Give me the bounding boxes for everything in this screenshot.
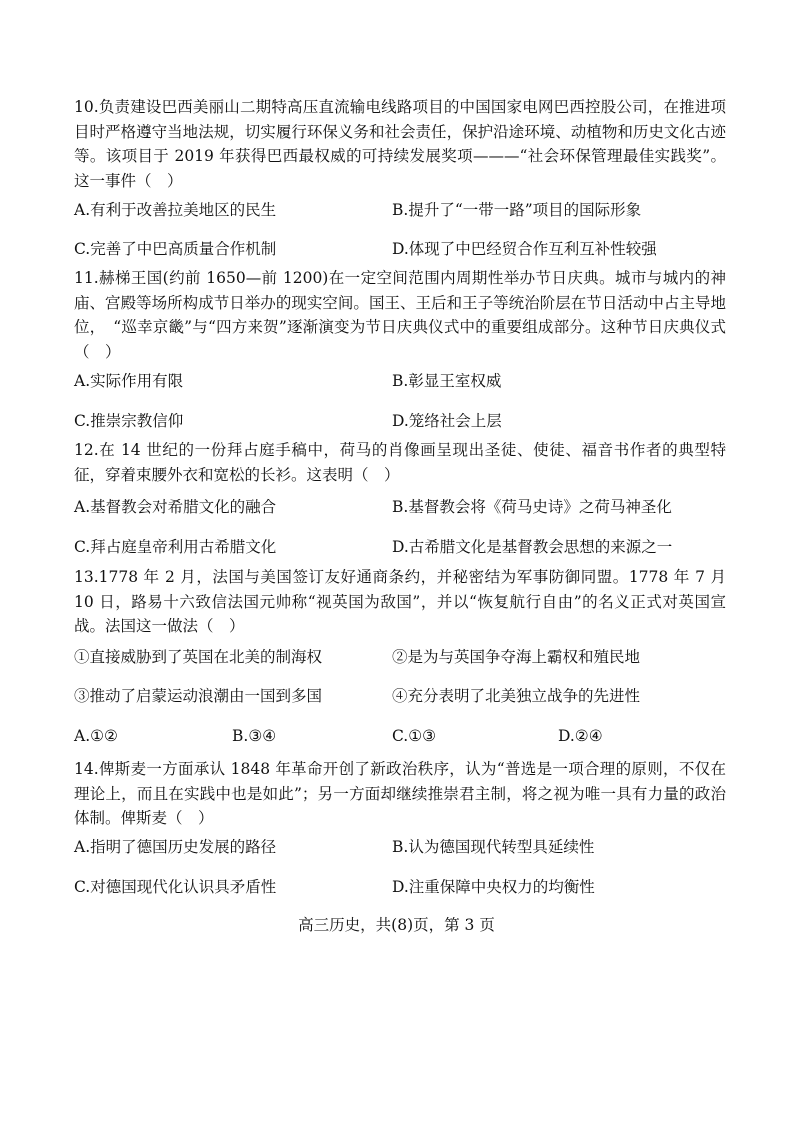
question-13-option-c: C.①③ bbox=[392, 727, 437, 745]
question-10-option-a: A.有利于改善拉美地区的民生 bbox=[74, 201, 277, 219]
question-11-option-a: A.实际作用有限 bbox=[74, 372, 184, 390]
question-13-stem: 13.1778 年 2 月，法国与美国签订友好通商条约，并秘密结为军事防御同盟。1778 年 7 月 10 日，路易十六致信法国元帅称“视英国为敌国”，并以“恢复航行自由”的名义正式对英国宣战。法国这一做法（ ） bbox=[74, 568, 726, 635]
question-13-statement-1: ①直接威胁到了英国在北美的制海权 bbox=[74, 648, 323, 666]
question-13-statement-3: ③推动了启蒙运动浪潮由一国到多国 bbox=[74, 687, 323, 705]
question-12-option-d: D.古希腊文化是基督教会思想的来源之一 bbox=[392, 538, 673, 556]
question-14-option-c: C.对德国现代化认识具矛盾性 bbox=[74, 878, 277, 896]
question-13-option-b: B.③④ bbox=[232, 727, 277, 745]
page-footer: 高三历史，共(8)页，第 3 页 bbox=[298, 916, 495, 934]
question-14-option-a: A.指明了德国历史发展的路径 bbox=[74, 838, 277, 856]
question-12-option-b: B.基督教会将《荷马史诗》之荷马神圣化 bbox=[392, 498, 672, 516]
question-10-option-d: D.体现了中巴经贸合作互利互补性较强 bbox=[392, 240, 657, 258]
question-12-option-c: C.拜占庭皇帝利用古希腊文化 bbox=[74, 538, 277, 556]
question-12-option-a: A.基督教会对希腊文化的融合 bbox=[74, 498, 277, 516]
question-14-option-b: B.认为德国现代转型具延续性 bbox=[392, 838, 595, 856]
question-14-stem: 14.俾斯麦一方面承认 1848 年革命开创了新政治秩序，认为“普选是一项合理的原则，不仅在理论上，而且在实践中也是如此”；另一方面却继续推崇君主制，将之视为唯一具有力量的政治体制。俾斯麦（ ） bbox=[74, 760, 726, 827]
question-13-statement-4: ④充分表明了北美独立战争的先进性 bbox=[392, 687, 641, 705]
question-11-stem: 11.赫梯王国(约前 1650—前 1200)在一定空间范围内周期性举办节日庆典。城市与城内的神庙、宫殿等场所构成节日举办的现实空间。国王、王后和王子等统治阶层在节日活动中占主导地位， “巡幸京畿”与“四方来贺”逐渐演变为节日庆典仪式中的重要组成部分。这种节日庆典仪式（ ） bbox=[74, 269, 726, 361]
question-13-option-d: D.②④ bbox=[558, 727, 603, 745]
question-11-option-c: C.推崇宗教信仰 bbox=[74, 412, 184, 430]
question-12-stem: 12.在 14 世纪的一份拜占庭手稿中，荷马的肖像画呈现出圣徒、使徒、福音书作者的典型特征，穿着束腰外衣和宽松的长衫。这表明（ ） bbox=[74, 441, 726, 484]
question-11-option-b: B.彰显王室权威 bbox=[392, 372, 502, 390]
question-11-option-d: D.笼络社会上层 bbox=[392, 412, 502, 430]
question-10-stem: 10.负责建设巴西美丽山二期特高压直流输电线路项目的中国国家电网巴西控股公司，在推进项目时严格遵守当地法规，切实履行环保义务和社会责任，保护沿途环境、动植物和历史文化古迹等。该项目于 2019 年获得巴西最权威的可持续发展奖项———“社会环保管理最佳实践奖”。这一事件（ ） bbox=[74, 98, 726, 190]
question-13-statement-2: ②是为与英国争夺海上霸权和殖民地 bbox=[392, 648, 641, 666]
question-14-option-d: D.注重保障中央权力的均衡性 bbox=[392, 878, 595, 896]
question-10-option-c: C.完善了中巴高质量合作机制 bbox=[74, 240, 277, 258]
question-13-option-a: A.①② bbox=[74, 727, 118, 745]
question-10-option-b: B.提升了“一带一路”项目的国际形象 bbox=[392, 201, 642, 219]
